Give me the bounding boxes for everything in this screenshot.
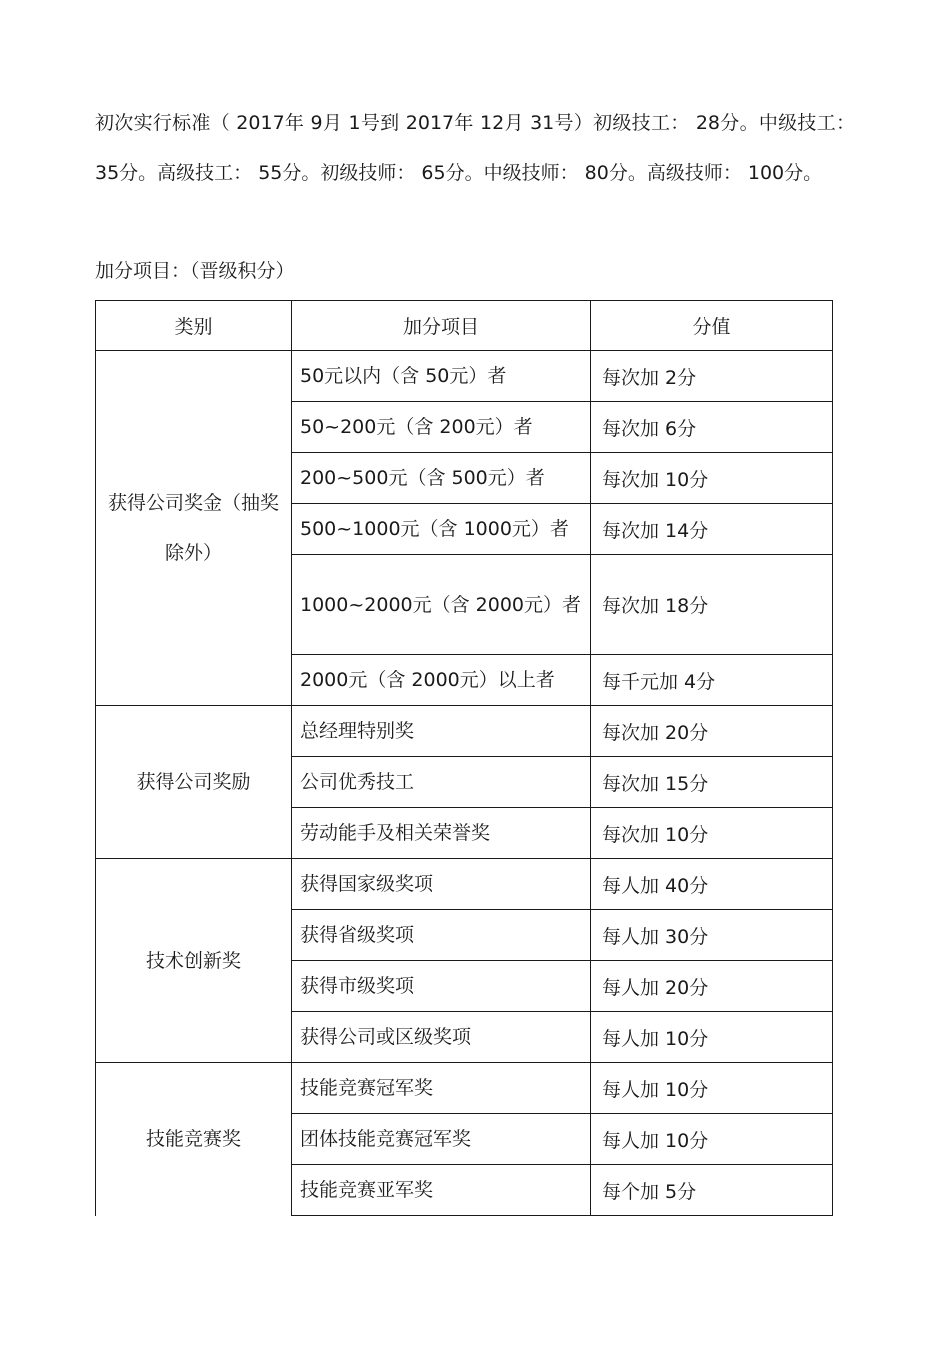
item-cell: 劳动能手及相关荣誉奖	[292, 808, 591, 859]
category-cell: 获得公司奖金（抽奖除外）	[96, 351, 292, 706]
header-value: 分值	[591, 301, 833, 351]
category-cell: 技术创新奖	[96, 859, 292, 1063]
value-cell: 每次加 10分	[591, 453, 833, 504]
value-cell: 每个加 5分	[591, 1165, 833, 1216]
category-cell: 获得公司奖励	[96, 706, 292, 859]
item-cell: 2000元（含 2000元）以上者	[292, 655, 591, 706]
category-cell: 技能竞赛奖	[96, 1063, 292, 1216]
item-cell: 1000~2000元（含 2000元）者	[292, 555, 591, 655]
item-cell: 技能竞赛亚军奖	[292, 1165, 591, 1216]
item-cell: 获得省级奖项	[292, 910, 591, 961]
value-cell: 每次加 18分	[591, 555, 833, 655]
value-cell: 每人加 10分	[591, 1063, 833, 1114]
item-cell: 50元以内（含 50元）者	[292, 351, 591, 402]
value-cell: 每千元加 4分	[591, 655, 833, 706]
item-cell: 50~200元（含 200元）者	[292, 402, 591, 453]
item-cell: 公司优秀技工	[292, 757, 591, 808]
value-cell: 每次加 2分	[591, 351, 833, 402]
header-category: 类别	[96, 301, 292, 351]
bonus-points-table	[95, 300, 833, 1216]
item-cell: 500~1000元（含 1000元）者	[292, 504, 591, 555]
table-row	[96, 859, 833, 910]
table-row	[96, 351, 833, 402]
value-cell: 每人加 10分	[591, 1012, 833, 1063]
value-cell: 每人加 20分	[591, 961, 833, 1012]
intro-paragraph: 初次实行标准（ 2017年 9月 1号到 2017年 12月 31号）初级技工： 28分。中级技工： 35分。高级技工： 55分。初级技师： 65分。中级技师： 80分。高级技师： 100分。	[95, 112, 855, 184]
value-cell: 每次加 6分	[591, 402, 833, 453]
value-cell: 每次加 14分	[591, 504, 833, 555]
section-subheading: 加分项目：（晋级积分）	[95, 260, 295, 282]
item-cell: 总经理特别奖	[292, 706, 591, 757]
table-row	[96, 1063, 833, 1114]
value-cell: 每人加 40分	[591, 859, 833, 910]
item-cell: 团体技能竞赛冠军奖	[292, 1114, 591, 1165]
item-cell: 获得国家级奖项	[292, 859, 591, 910]
value-cell: 每人加 10分	[591, 1114, 833, 1165]
value-cell: 每次加 20分	[591, 706, 833, 757]
value-cell: 每次加 10分	[591, 808, 833, 859]
item-cell: 技能竞赛冠军奖	[292, 1063, 591, 1114]
table-header-row	[96, 301, 833, 351]
item-cell: 200~500元（含 500元）者	[292, 453, 591, 504]
item-cell: 获得市级奖项	[292, 961, 591, 1012]
header-item: 加分项目	[292, 301, 591, 351]
item-cell: 获得公司或区级奖项	[292, 1012, 591, 1063]
value-cell: 每次加 15分	[591, 757, 833, 808]
value-cell: 每人加 30分	[591, 910, 833, 961]
table-row	[96, 706, 833, 757]
